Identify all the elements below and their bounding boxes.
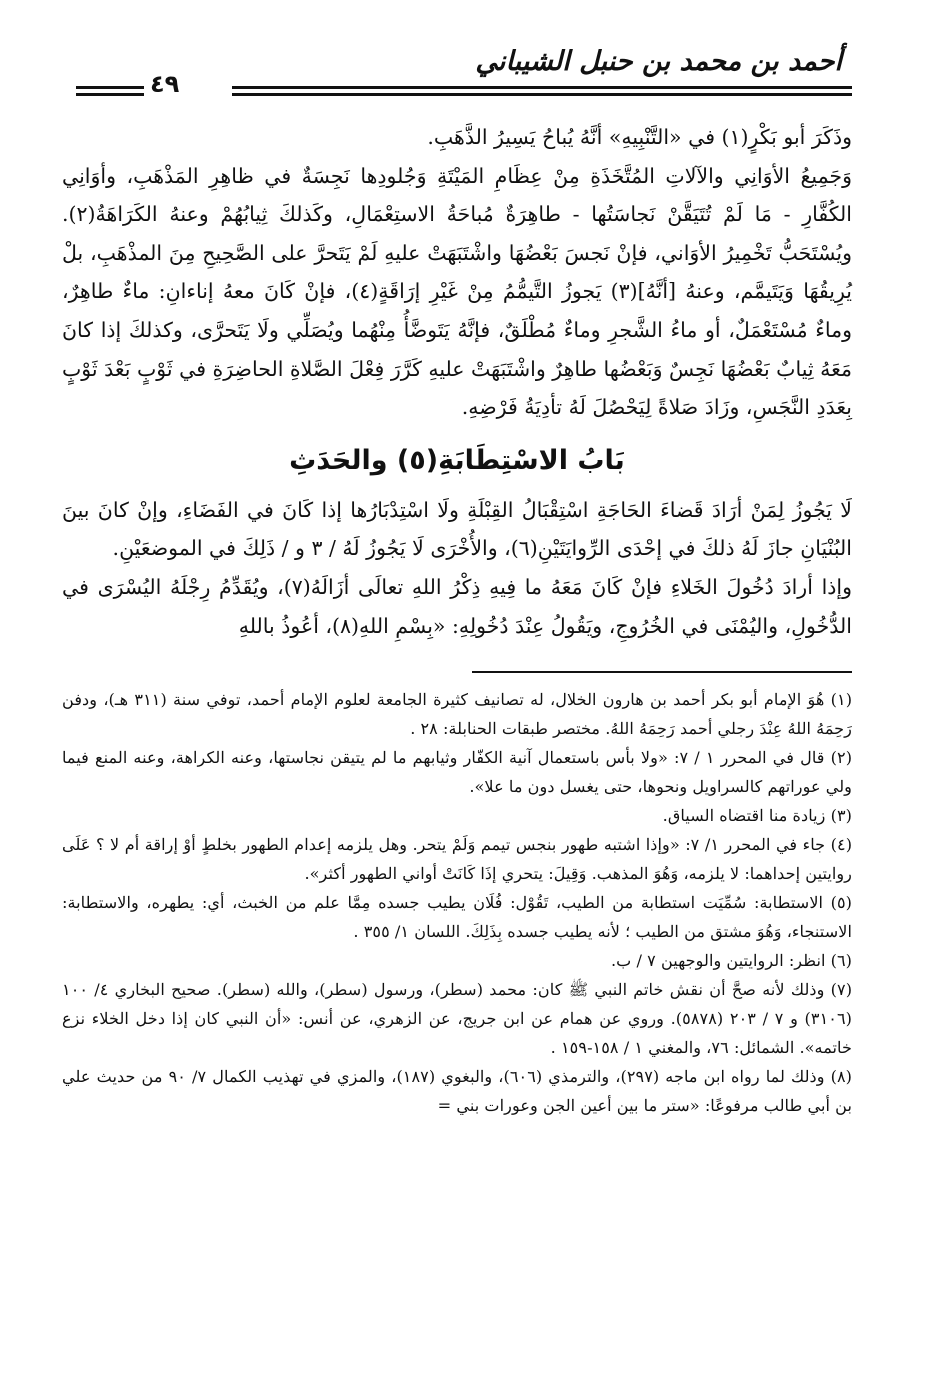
- footnote: (٨) وذلك لما رواه ابن ماجه (٢٩٧)، والترمذي (٦٠٦)، والبغوي (١٨٧)، والمزي في تهذيب الكمال ٧/ ٩٠ من حديث علي بن أبي طالب مرفوعًا: «ستر ما بين أعين الجن وعورات بني =: [62, 1067, 852, 1116]
- page-number: ٤٩: [150, 70, 180, 98]
- page-header: [62, 40, 852, 104]
- paragraph: وذَكَرَ أبو بَكْرٍ(١) في «التَّنْبِيهِ» أنَّهُ يُباحُ يَسِيرُ الذَّهَبِ.: [427, 125, 852, 149]
- header-rule: [232, 86, 852, 96]
- footnote: (١) هُوَ الإمام أبو بكر أحمد بن هارون الخلال، له تصانيف كثيرة الجامعة لعلوم الإمام أحمد، توفي سنة (٣١١ هـ)، ودفن رَحِمَهُ اللهُ عِنْدَ رجلي أحمد رَحِمَهُ اللهُ. مختصر طبقات الحنابلة: ٢٨ .: [62, 690, 853, 739]
- footnote: (٥) الاستطابة: سُمِّيَت استطابة من الطيب، تَقُوْل: فُلَان يطيب جسده مِمَّا علم من الخبث، أي: يطهره، والاستطابة: الاستنجاء، وَهُوَ مشتق من الطيب ؛ لأنه يطيب جسده بِذَلِكَ. اللسان ١/ ٣٥٥ .: [62, 893, 852, 942]
- footnote: (٦) انظر: الروايتين والوجهين ٧ / ب.: [611, 951, 852, 971]
- paragraph: وَجَمِيعُ الأوَانِي والآلاتِ المُتَّخَذَةِ مِنْ عِظَامِ المَيْتَةِ وَجُلودِها نَجِسَةٌ في ظاهِرِ المَذْهَبِ، وأوَانِي الكُفَّارِ - مَا لَمْ تُتَيَقَّنْ نَجاسَتُها - طاهِرَةٌ مُباحَةُ الاستِعْمَالِ، وكَذلكَ ثِيابُهُمْ وعنهُ الكَرَاهَةُ(٢). ويُسْتَحَبُّ تَخْمِيرُ الأوَاني، فإنْ نَجسَ بَعْضُهَا واشْتَبَهَتْ عليهِ لَمْ يَتَحرَّ على الصَّحِيحِ مِنَ المذْهَبِ، بلْ يُرِيقُهَا وَيَتَيمَّم، وعنهُ [أنَّهُ](٣) يَجوزُ التَّيمُّمُ مِنْ غَيْرِ إرَاقَةٍ(٤)، فإنْ كَانَ معهُ إناءانِ: ماءٌ طاهِرٌ، وماءٌ مُسْتَعْمَلٌ، أو ماءُ الشَّجرِ وماءٌ مُطْلَقٌ، فإنَّهُ يَتَوضَّأُ مِنْهُما ويُصَلِّي ولَا يَتَحرَّى، وكذلكَ إذا كانَ مَعَهُ ثِيابٌ بَعْضُهَا نَجِسٌ وَبَعْضُها طاهِرٌ واشْتَبَهَتْ عليهِ كَرَّرَ فِعْلَ الصَّلاةِ الحاضِرَةِ في ثَوْبٍ بَعْدَ ثَوْبٍ بِعَدَدِ النَّجَسِ، وزَادَ صَلاةً لِيَحْصُلَ لَهُ تأدِيَةُ فَرْضِهِ.: [62, 163, 852, 420]
- footnote: (٧) وذلك لأنه صحَّ أن نقش خاتم النبي ﷺ كان: محمد (سطر)، ورسول (سطر)، والله (سطر). صحيح البخاري ٤/ ١٠٠ (٣١٠٦) و ٧ / ٢٠٣ (٥٨٧٨). وروي عن همام عن ابن جريج، عن الزهري، عن أنس: «أن النبي كان إذا دخل الخلاء نزع خاتمه». الشمائل: ٧٦، والمغني ١ / ١٥٨-١٥٩ .: [62, 980, 853, 1058]
- paragraph: وإذا أرادَ دُخُولَ الخَلاءِ فإنْ كَانَ مَعَهُ ما فِيهِ ذِكْرُ اللهِ تعالَى أزَالَهُ(٧)، ويُقَدِّمُ رِجْلَهُ اليُسْرَى في الدُّخُولِ، واليُمْنَى في الخُرُوجِ، ويَقُولُ عِنْدَ دُخُولِهِ: «بِسْمِ اللهِ(٨)، أعُوذُ باللهِ: [62, 574, 852, 638]
- book-page: [62, 40, 852, 1120]
- footnote: (٣) زيادة منا اقتضاه السياق.: [662, 806, 852, 826]
- section-heading: بَابُ الاسْتِطَابَةِ(٥) والحَدَثِ: [289, 444, 625, 476]
- footnote: (٢) قال في المحرر ١ / ٧: «ولا بأس باستعمال آنية الكفّار وثيابهم ما لم يتيقن نجاستها، وعنه الكراهة، وعنه المنع فيما ولي عوراتهم كالسراويل ونحوها، حتى يغسل دون ما علا».: [62, 748, 853, 797]
- footnote: (٤) جاء في المحرر ١/ ٧: «وإذا اشتبه طهور بنجس تيمم وَلَمْ يتحر. وهل يلزمه إعدام الطهور بخلطٍ أوْ إراقة أم لا ؟ عَلَى روايتين إحداهما: لا يلزمه، وَهُوَ المذهب. وَقِيلَ: يتحري إذَا كَانَتْ أواني الطهور أكثر».: [62, 835, 853, 884]
- header-rule-short: [76, 86, 144, 96]
- footnote-separator: [472, 671, 852, 673]
- main-text: [62, 118, 852, 645]
- footnotes: [62, 685, 852, 1120]
- paragraph: لَا يَجُوزُ لِمَنْ أرَادَ قَضاءَ الحَاجَةِ اسْتِقْبَالُ القِبْلَةِ ولَا اسْتِدْبَارُها إذا كَانَ في الفَضَاءِ، وإنْ كانَ بينَ البُنْيَانِ جازَ لَهُ ذلكَ في إحْدَى الرِّوايَتَيْنِ(٦)، والأُخْرَى لَا يَجُوزُ لَهُ / ٣ و / ذَلِكَ في الموضعَيْنِ.: [62, 497, 852, 561]
- running-title: أحمد بن محمد بن حنبل الشيباني: [475, 46, 842, 77]
